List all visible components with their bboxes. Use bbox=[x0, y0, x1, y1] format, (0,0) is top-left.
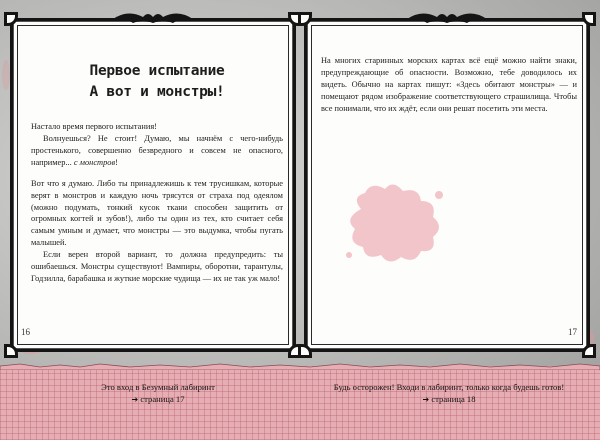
title-line-2: А вот и монстры! bbox=[89, 84, 225, 101]
footer-right-link[interactable] bbox=[304, 382, 594, 405]
page-number: 17 bbox=[568, 327, 577, 337]
arrow-right-icon: ➔ bbox=[422, 394, 430, 404]
frame-corner bbox=[4, 12, 18, 26]
right-page-content bbox=[321, 55, 577, 115]
footer-left-link[interactable] bbox=[20, 382, 296, 405]
footer-text: Это вход в Безумный лабиринт bbox=[101, 382, 215, 392]
emphasis-text: с монстров bbox=[73, 157, 116, 167]
left-page bbox=[10, 18, 296, 352]
paragraph: Вот что я думаю. Либо ты принадлежишь к тем трусишкам, которые верят в монстров и каждую ночь трясутся от страха под одеялом (можно подумать, тонкий кусок ткани способен защитить от огромных когтей и зубов!), либо ты один из тех, кто считает себя самым умным и думает, что монстры — это выдумка, чтобы пугать малышей. bbox=[31, 178, 283, 248]
footer-edge bbox=[0, 362, 600, 370]
title-line-1: Первое испытание bbox=[89, 63, 225, 79]
page-ref-text: страница 17 bbox=[140, 393, 185, 404]
chapter-title bbox=[31, 61, 283, 103]
pink-splash-icon bbox=[341, 179, 451, 269]
bat-ornament-icon bbox=[93, 7, 213, 27]
paragraph: Настало время первого испытания! bbox=[31, 122, 157, 132]
paragraph-text: ! bbox=[115, 157, 118, 167]
frame-corner bbox=[582, 344, 596, 358]
frame-corner bbox=[298, 344, 312, 358]
page-ref-text: страница 18 bbox=[431, 393, 476, 404]
paragraph: На многих старинных морских картах всё ещё можно найти знаки, предупреждающие об опасности. Возможно, тебе доводилось их видеть. Обычно на картах пишут: «Здесь обитают монстры» — и помещают рядом изображение соответствующего страшилища. Чтобы все понимали, что их ждёт, если они решат посетить эти места. bbox=[321, 56, 577, 113]
footer-text: Будь осторожен! Входи в лабиринт, только когда будешь готов! bbox=[333, 382, 565, 392]
left-body-text bbox=[31, 121, 283, 285]
paragraph-text: Волнуешься? Не стоит! Думаю, мы начнём с чего-нибудь простенького, совершенно безвредного и совсем не опасного, например... bbox=[31, 133, 283, 167]
bat-ornament-icon bbox=[387, 7, 507, 27]
page-number: 16 bbox=[21, 327, 30, 337]
arrow-right-icon: ➔ bbox=[131, 394, 139, 404]
footer-page-ref bbox=[304, 394, 594, 406]
pink-blot bbox=[2, 60, 10, 90]
right-page bbox=[304, 18, 590, 352]
frame-corner bbox=[4, 344, 18, 358]
right-body-text bbox=[321, 55, 577, 115]
footer-page-ref bbox=[20, 394, 296, 406]
frame-corner bbox=[582, 12, 596, 26]
paragraph bbox=[31, 133, 283, 169]
frame-corner bbox=[298, 12, 312, 26]
left-page-content bbox=[31, 61, 283, 285]
paragraph: Если верен второй вариант, то должна предупредить: ты ошибаешься. Монстры существуют! Вампиры, оборотни, тарантулы, Годзилла, барабашка и жуткие морские чудища — их не так уж мало! bbox=[31, 250, 283, 284]
